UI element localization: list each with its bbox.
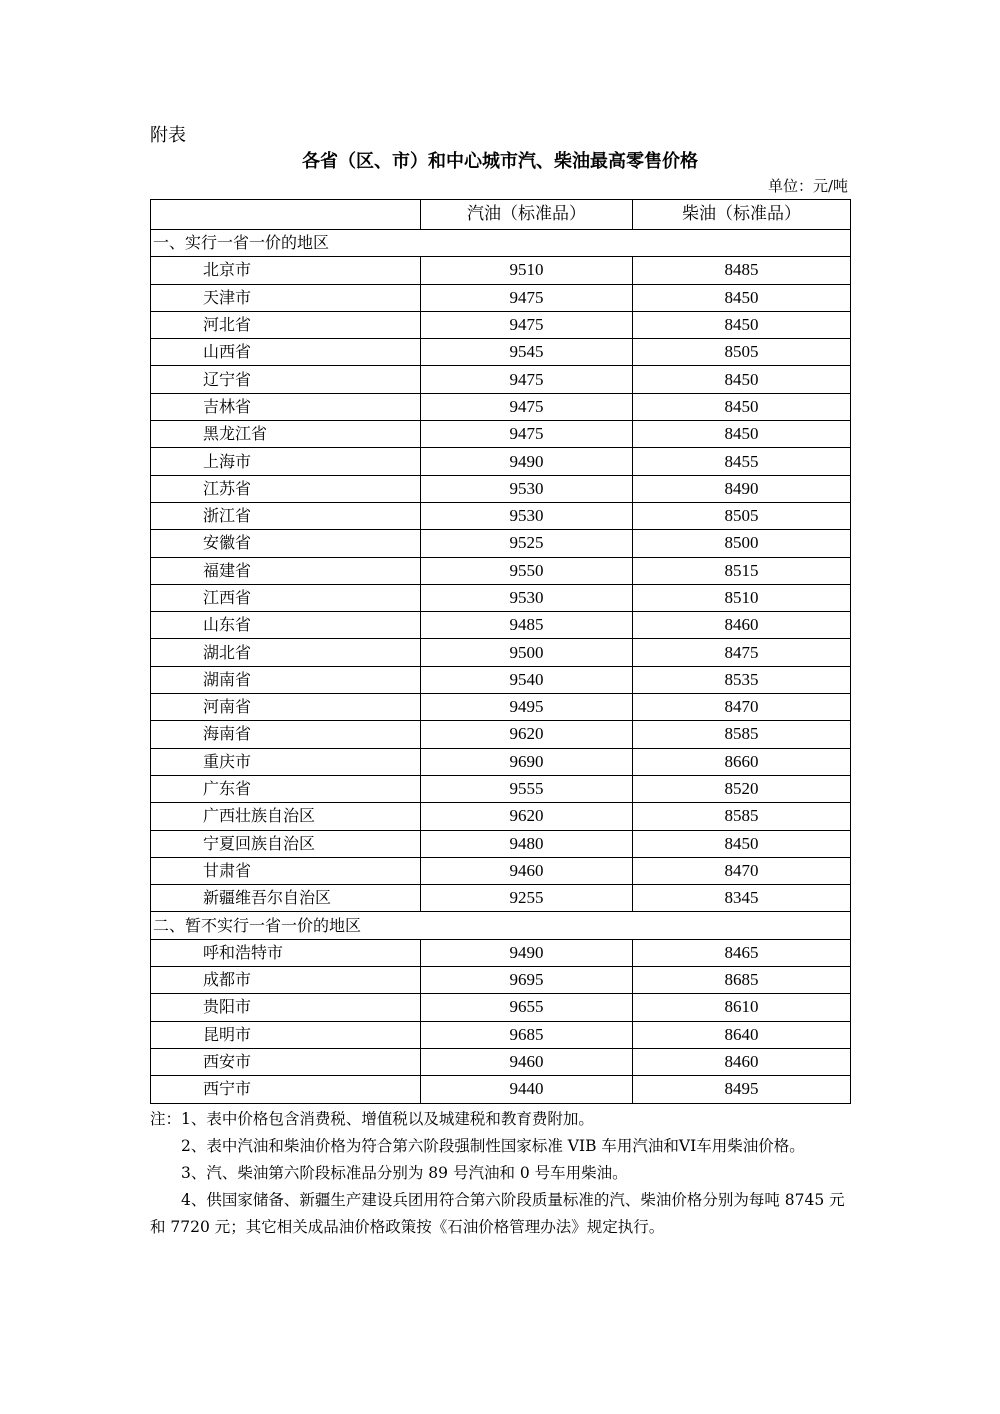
diesel-price-cell: 8585 xyxy=(633,721,851,748)
diesel-price-cell: 8515 xyxy=(633,557,851,584)
gasoline-price-cell: 9620 xyxy=(421,803,633,830)
gasoline-price-cell: 9695 xyxy=(421,967,633,994)
table-row xyxy=(151,694,851,721)
note-4: 4、供国家储备、新疆生产建设兵团用符合第六阶段质量标准的汽、柴油价格分别为每吨 8745 元和 7720 元；其它相关成品油价格政策按《石油价格管理办法》规定执行。 xyxy=(150,1191,845,1236)
diesel-price-cell: 8535 xyxy=(633,666,851,693)
diesel-price-cell: 8505 xyxy=(633,339,851,366)
gasoline-price-cell: 9490 xyxy=(421,939,633,966)
region-name-cell: 安徽省 xyxy=(151,530,421,557)
region-name-cell: 辽宁省 xyxy=(151,366,421,393)
region-name-cell: 贵阳市 xyxy=(151,994,421,1021)
gasoline-price-cell: 9550 xyxy=(421,557,633,584)
diesel-price-cell: 8640 xyxy=(633,1021,851,1048)
region-name-cell: 江西省 xyxy=(151,584,421,611)
diesel-price-cell: 8505 xyxy=(633,502,851,529)
region-name-cell: 甘肃省 xyxy=(151,857,421,884)
diesel-price-cell: 8470 xyxy=(633,857,851,884)
diesel-price-cell: 8585 xyxy=(633,803,851,830)
diesel-price-cell: 8490 xyxy=(633,475,851,502)
diesel-price-cell: 8685 xyxy=(633,967,851,994)
diesel-price-cell: 8450 xyxy=(633,366,851,393)
diesel-price-cell: 8610 xyxy=(633,994,851,1021)
table-row xyxy=(151,748,851,775)
region-name-cell: 吉林省 xyxy=(151,393,421,420)
section-label: 二、暂不实行一省一价的地区 xyxy=(151,912,851,939)
gasoline-price-cell: 9490 xyxy=(421,448,633,475)
annex-label: 附表 xyxy=(150,125,186,146)
header-diesel: 柴油（标准品） xyxy=(633,200,851,230)
diesel-price-cell: 8460 xyxy=(633,1048,851,1075)
diesel-price-cell: 8660 xyxy=(633,748,851,775)
region-name-cell: 西宁市 xyxy=(151,1076,421,1103)
table-row xyxy=(151,994,851,1021)
table-row xyxy=(151,557,851,584)
diesel-price-cell: 8520 xyxy=(633,775,851,802)
region-name-cell: 福建省 xyxy=(151,557,421,584)
table-header-row xyxy=(151,200,851,230)
region-name-cell: 山西省 xyxy=(151,339,421,366)
region-name-cell: 昆明市 xyxy=(151,1021,421,1048)
gasoline-price-cell: 9530 xyxy=(421,502,633,529)
diesel-price-cell: 8455 xyxy=(633,448,851,475)
region-name-cell: 广东省 xyxy=(151,775,421,802)
table-row xyxy=(151,830,851,857)
table-body xyxy=(151,230,851,1104)
region-name-cell: 山东省 xyxy=(151,612,421,639)
diesel-price-cell: 8485 xyxy=(633,257,851,284)
diesel-price-cell: 8450 xyxy=(633,393,851,420)
table-row xyxy=(151,775,851,802)
diesel-price-cell: 8450 xyxy=(633,311,851,338)
gasoline-price-cell: 9460 xyxy=(421,857,633,884)
header-region xyxy=(151,200,421,230)
table-row xyxy=(151,1021,851,1048)
region-name-cell: 西安市 xyxy=(151,1048,421,1075)
gasoline-price-cell: 9530 xyxy=(421,584,633,611)
gasoline-price-cell: 9255 xyxy=(421,885,633,912)
table-row xyxy=(151,967,851,994)
gasoline-price-cell: 9480 xyxy=(421,830,633,857)
gasoline-price-cell: 9530 xyxy=(421,475,633,502)
table-row xyxy=(151,857,851,884)
table-row xyxy=(151,721,851,748)
region-name-cell: 新疆维吾尔自治区 xyxy=(151,885,421,912)
table-row xyxy=(151,1076,851,1103)
gasoline-price-cell: 9475 xyxy=(421,393,633,420)
document-title: 各省（区、市）和中心城市汽、柴油最高零售价格 xyxy=(302,151,698,172)
diesel-price-cell: 8450 xyxy=(633,830,851,857)
table-row xyxy=(151,393,851,420)
table-row xyxy=(151,584,851,611)
table-row xyxy=(151,448,851,475)
diesel-price-cell: 8495 xyxy=(633,1076,851,1103)
region-name-cell: 河南省 xyxy=(151,694,421,721)
gasoline-price-cell: 9475 xyxy=(421,311,633,338)
gasoline-price-cell: 9475 xyxy=(421,421,633,448)
table-row xyxy=(151,666,851,693)
gasoline-price-cell: 9540 xyxy=(421,666,633,693)
diesel-price-cell: 8470 xyxy=(633,694,851,721)
table-row xyxy=(151,530,851,557)
notes xyxy=(150,1106,850,1241)
table-row xyxy=(151,885,851,912)
diesel-price-cell: 8460 xyxy=(633,612,851,639)
region-name-cell: 江苏省 xyxy=(151,475,421,502)
section-row xyxy=(151,912,851,939)
table-row xyxy=(151,366,851,393)
diesel-price-cell: 8465 xyxy=(633,939,851,966)
region-name-cell: 海南省 xyxy=(151,721,421,748)
note-3: 3、汽、柴油第六阶段标准品分别为 89 号汽油和 0 号车用柴油。 xyxy=(181,1164,628,1182)
table-row xyxy=(151,502,851,529)
gasoline-price-cell: 9620 xyxy=(421,721,633,748)
note-1: 注：1、表中价格包含消费税、增值税以及城建税和教育费附加。 xyxy=(150,1110,594,1128)
gasoline-price-cell: 9460 xyxy=(421,1048,633,1075)
price-table xyxy=(150,199,851,1104)
region-name-cell: 宁夏回族自治区 xyxy=(151,830,421,857)
diesel-price-cell: 8510 xyxy=(633,584,851,611)
gasoline-price-cell: 9555 xyxy=(421,775,633,802)
gasoline-price-cell: 9690 xyxy=(421,748,633,775)
gasoline-price-cell: 9440 xyxy=(421,1076,633,1103)
note-2: 2、表中汽油和柴油价格为符合第六阶段强制性国家标准 VIB 车用汽油和VI车用柴油价格。 xyxy=(181,1137,805,1155)
region-name-cell: 成都市 xyxy=(151,967,421,994)
region-name-cell: 湖南省 xyxy=(151,666,421,693)
region-name-cell: 湖北省 xyxy=(151,639,421,666)
region-name-cell: 上海市 xyxy=(151,448,421,475)
diesel-price-cell: 8500 xyxy=(633,530,851,557)
region-name-cell: 重庆市 xyxy=(151,748,421,775)
table-row xyxy=(151,803,851,830)
gasoline-price-cell: 9525 xyxy=(421,530,633,557)
gasoline-price-cell: 9475 xyxy=(421,284,633,311)
gasoline-price-cell: 9655 xyxy=(421,994,633,1021)
gasoline-price-cell: 9685 xyxy=(421,1021,633,1048)
diesel-price-cell: 8450 xyxy=(633,284,851,311)
table-row xyxy=(151,257,851,284)
table-row xyxy=(151,339,851,366)
table-row xyxy=(151,939,851,966)
diesel-price-cell: 8345 xyxy=(633,885,851,912)
region-name-cell: 广西壮族自治区 xyxy=(151,803,421,830)
unit-label: 单位：元/吨 xyxy=(767,177,848,195)
diesel-price-cell: 8450 xyxy=(633,421,851,448)
table-row xyxy=(151,612,851,639)
region-name-cell: 天津市 xyxy=(151,284,421,311)
table-row xyxy=(151,311,851,338)
section-row xyxy=(151,230,851,257)
table-row xyxy=(151,284,851,311)
region-name-cell: 北京市 xyxy=(151,257,421,284)
header-gasoline: 汽油（标准品） xyxy=(421,200,633,230)
table-row xyxy=(151,639,851,666)
diesel-price-cell: 8475 xyxy=(633,639,851,666)
gasoline-price-cell: 9545 xyxy=(421,339,633,366)
gasoline-price-cell: 9510 xyxy=(421,257,633,284)
region-name-cell: 浙江省 xyxy=(151,502,421,529)
table-row xyxy=(151,1048,851,1075)
gasoline-price-cell: 9475 xyxy=(421,366,633,393)
region-name-cell: 河北省 xyxy=(151,311,421,338)
section-label: 一、实行一省一价的地区 xyxy=(151,230,851,257)
table-row xyxy=(151,421,851,448)
gasoline-price-cell: 9500 xyxy=(421,639,633,666)
gasoline-price-cell: 9485 xyxy=(421,612,633,639)
table-row xyxy=(151,475,851,502)
region-name-cell: 呼和浩特市 xyxy=(151,939,421,966)
gasoline-price-cell: 9495 xyxy=(421,694,633,721)
region-name-cell: 黑龙江省 xyxy=(151,421,421,448)
